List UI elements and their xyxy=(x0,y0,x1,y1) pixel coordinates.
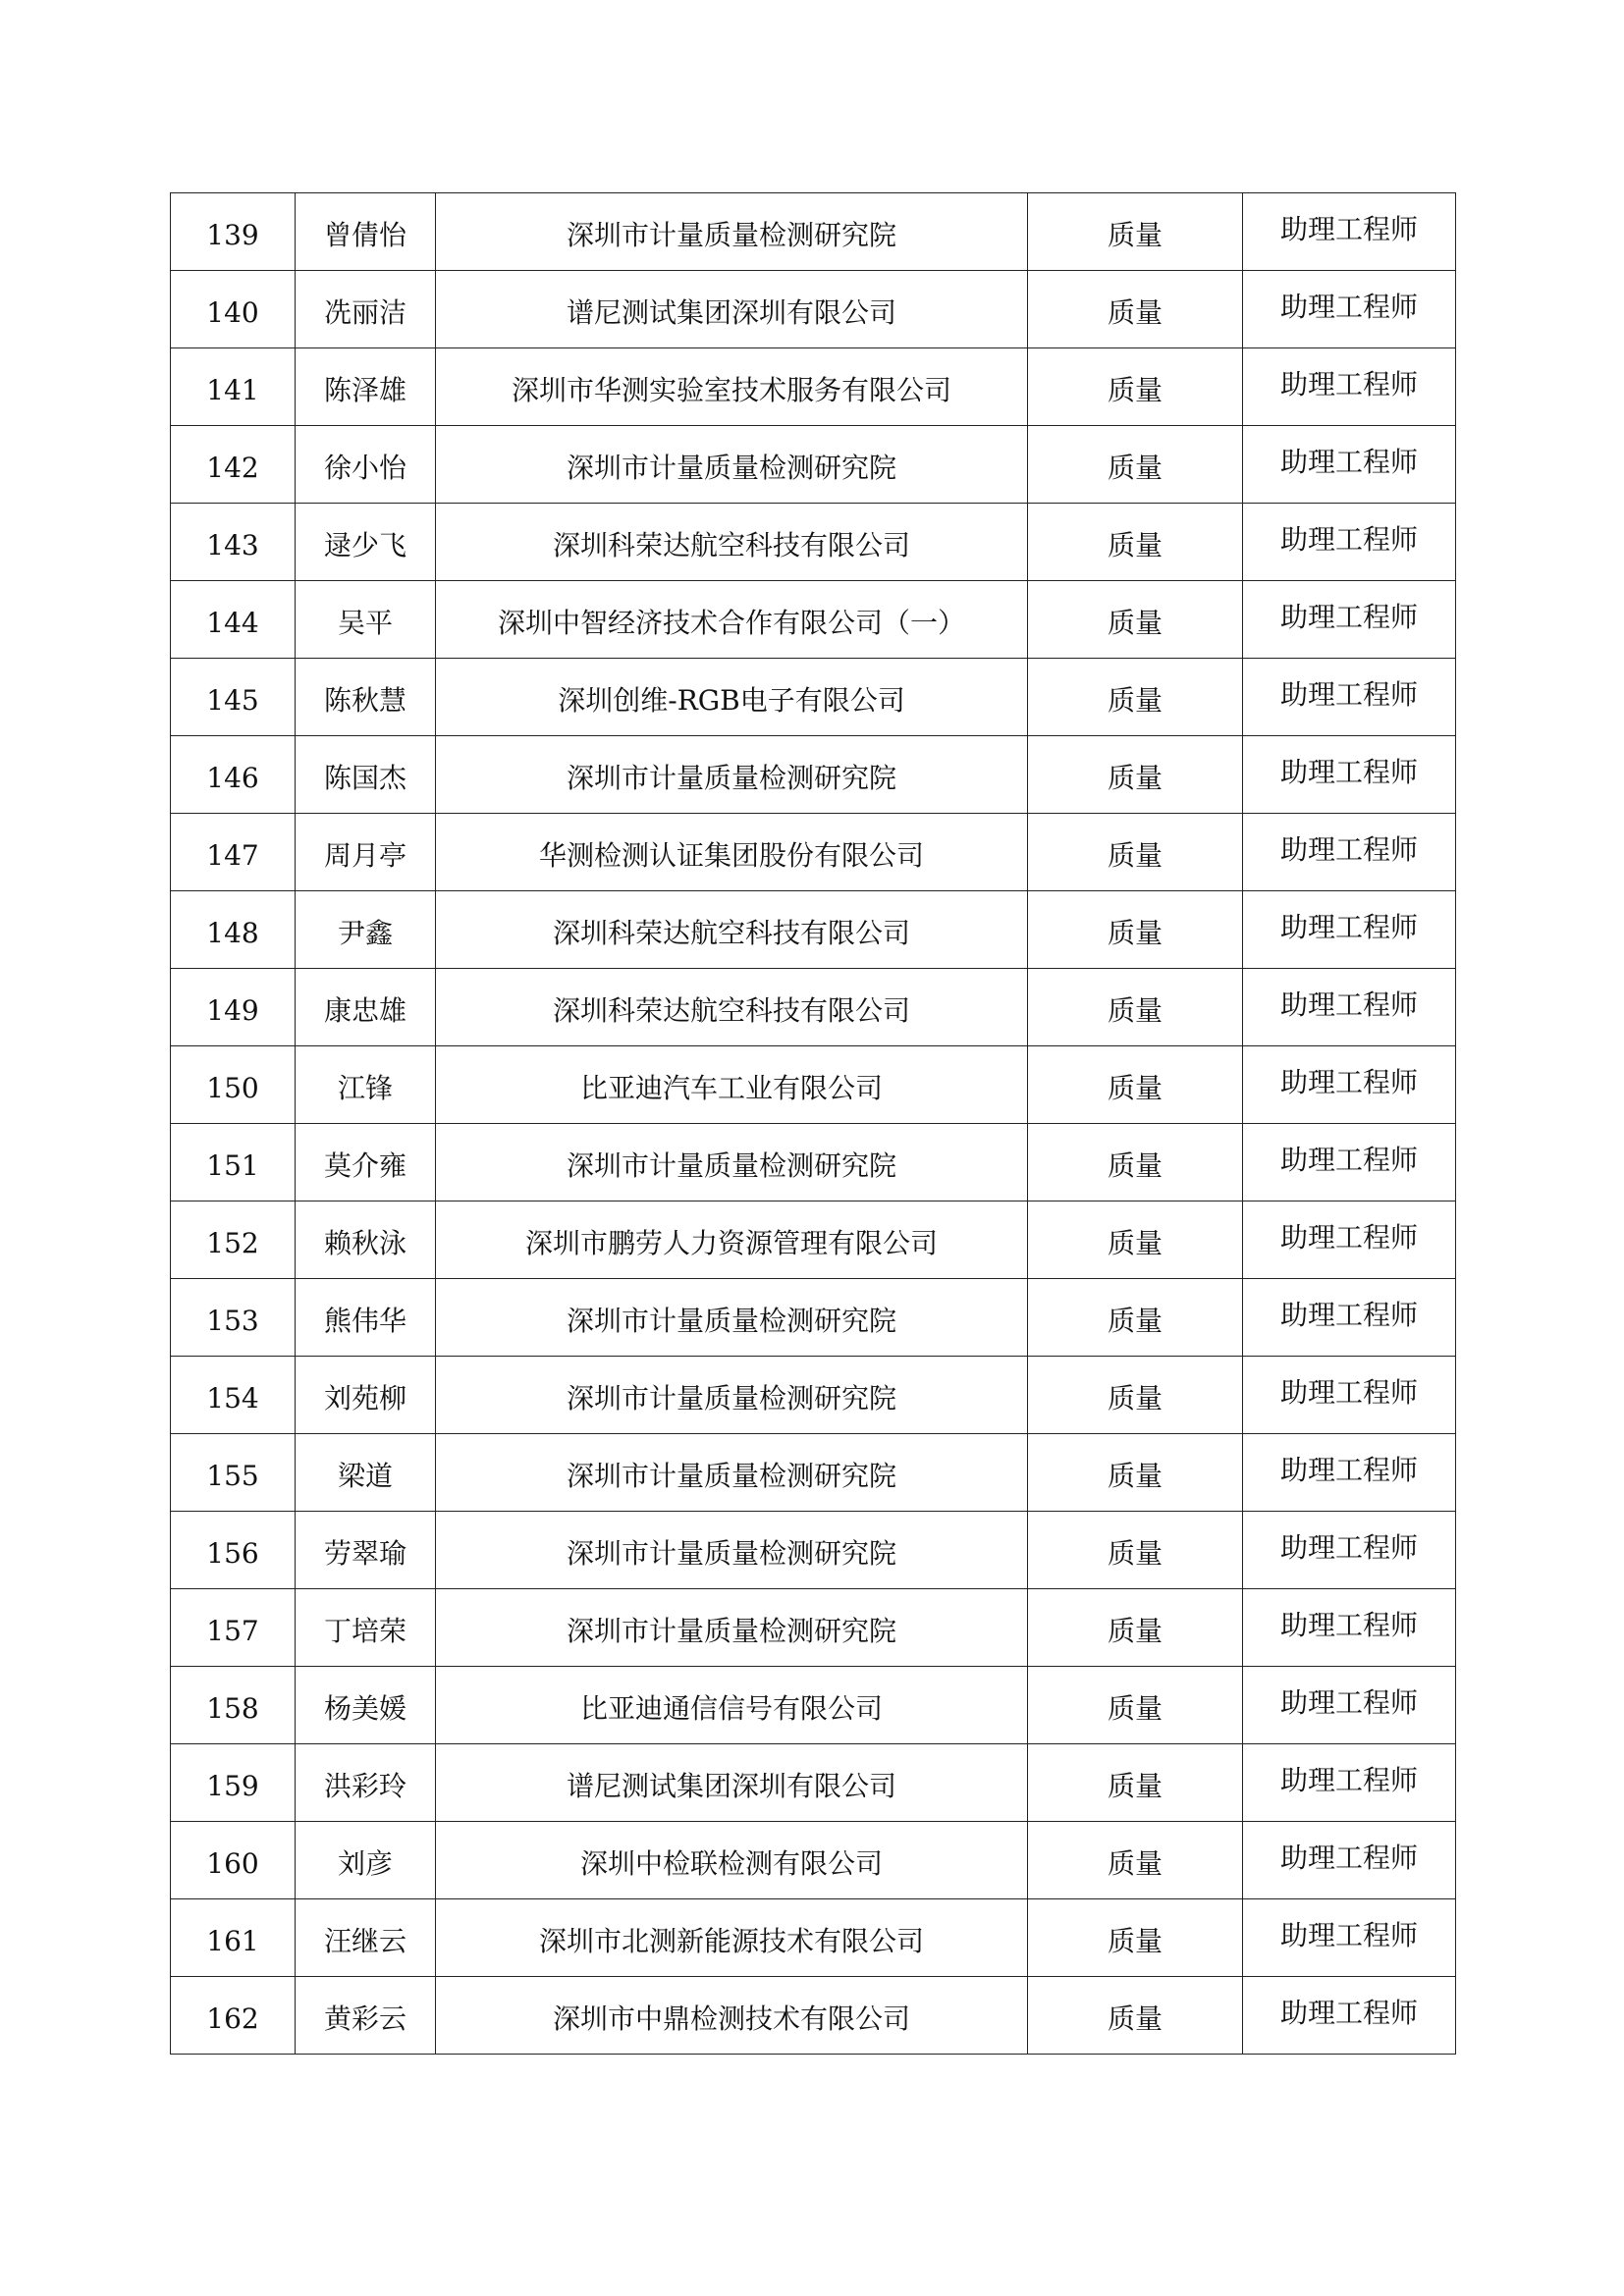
title-cell-text: 助理工程师 xyxy=(1279,1066,1418,1098)
person-name-cell-text: 江锋 xyxy=(337,1072,393,1104)
person-name-cell-text: 周月亭 xyxy=(323,839,406,872)
person-name-cell xyxy=(296,1279,436,1357)
title-cell xyxy=(1243,581,1456,659)
field-cell-text: 质量 xyxy=(1107,839,1163,872)
title-cell-text: 助理工程师 xyxy=(1279,1531,1418,1564)
person-name-cell xyxy=(296,193,436,271)
person-name-cell-text: 陈泽雄 xyxy=(323,374,406,406)
title-cell xyxy=(1243,1822,1456,1899)
person-name-cell-text: 刘苑柳 xyxy=(323,1382,406,1415)
title-cell xyxy=(1243,193,1456,271)
title-cell-text: 助理工程师 xyxy=(1279,756,1418,788)
company-cell-text: 比亚迪汽车工业有限公司 xyxy=(579,1072,883,1104)
field-cell xyxy=(1028,969,1243,1046)
field-cell-text: 质量 xyxy=(1107,1227,1163,1259)
title-cell-text: 助理工程师 xyxy=(1279,601,1418,633)
company-cell xyxy=(436,891,1028,969)
title-cell-text: 助理工程师 xyxy=(1279,213,1418,245)
row-number-cell xyxy=(171,1434,296,1512)
row-number-cell xyxy=(171,1744,296,1822)
title-cell-text: 助理工程师 xyxy=(1279,1997,1418,2029)
table-row xyxy=(171,659,1456,736)
row-number-cell-text: 156 xyxy=(206,1537,259,1570)
row-number-cell-text: 161 xyxy=(206,1925,259,1957)
field-cell xyxy=(1028,659,1243,736)
person-name-cell xyxy=(296,1977,436,2055)
row-number-cell xyxy=(171,1822,296,1899)
company-cell xyxy=(436,271,1028,348)
row-number-cell xyxy=(171,969,296,1046)
field-cell-text: 质量 xyxy=(1107,1692,1163,1725)
table-row xyxy=(171,504,1456,581)
row-number-cell-text: 146 xyxy=(206,762,259,794)
row-number-cell-text: 145 xyxy=(206,684,259,717)
table-row xyxy=(171,581,1456,659)
title-cell-text: 助理工程师 xyxy=(1279,1454,1418,1486)
title-cell xyxy=(1243,1201,1456,1279)
person-name-cell-text: 杨美媛 xyxy=(323,1692,406,1725)
title-cell-text: 助理工程师 xyxy=(1279,1609,1418,1641)
row-number-cell xyxy=(171,271,296,348)
person-name-cell xyxy=(296,504,436,581)
field-cell-text: 质量 xyxy=(1107,994,1163,1027)
company-cell-text: 深圳市鹏劳人力资源管理有限公司 xyxy=(524,1227,938,1259)
title-cell xyxy=(1243,1899,1456,1977)
row-number-cell-text: 141 xyxy=(206,374,259,406)
row-number-cell xyxy=(171,736,296,814)
title-cell-text: 助理工程师 xyxy=(1279,911,1418,943)
personnel-table xyxy=(170,192,1456,2055)
title-cell xyxy=(1243,814,1456,891)
company-cell-text: 深圳中检联检测有限公司 xyxy=(579,1847,883,1880)
table-row xyxy=(171,1744,1456,1822)
title-cell xyxy=(1243,1434,1456,1512)
row-number-cell xyxy=(171,1512,296,1589)
person-name-cell xyxy=(296,969,436,1046)
company-cell xyxy=(436,1899,1028,1977)
field-cell-text: 质量 xyxy=(1107,684,1163,717)
company-cell xyxy=(436,1822,1028,1899)
person-name-cell xyxy=(296,1589,436,1667)
row-number-cell xyxy=(171,891,296,969)
company-cell xyxy=(436,1977,1028,2055)
person-name-cell-text: 熊伟华 xyxy=(323,1305,406,1337)
field-cell xyxy=(1028,426,1243,504)
company-cell-text: 深圳市华测实验室技术服务有限公司 xyxy=(511,374,951,406)
title-cell xyxy=(1243,1124,1456,1201)
table-row xyxy=(171,814,1456,891)
field-cell-text: 质量 xyxy=(1107,296,1163,329)
title-cell xyxy=(1243,348,1456,426)
row-number-cell xyxy=(171,659,296,736)
person-name-cell-text: 陈秋慧 xyxy=(323,684,406,717)
person-name-cell xyxy=(296,348,436,426)
person-name-cell xyxy=(296,426,436,504)
title-cell xyxy=(1243,1512,1456,1589)
company-cell xyxy=(436,659,1028,736)
person-name-cell-text: 赖秋泳 xyxy=(323,1227,406,1259)
field-cell xyxy=(1028,504,1243,581)
company-cell-text: 深圳中智经济技术合作有限公司（一） xyxy=(497,607,965,639)
field-cell xyxy=(1028,814,1243,891)
title-cell-text: 助理工程师 xyxy=(1279,1764,1418,1796)
person-name-cell-text: 莫介雍 xyxy=(323,1149,406,1182)
row-number-cell-text: 147 xyxy=(206,839,259,872)
table-row xyxy=(171,271,1456,348)
person-name-cell-text: 黄彩云 xyxy=(323,2002,406,2035)
company-cell xyxy=(436,736,1028,814)
row-number-cell xyxy=(171,1899,296,1977)
field-cell xyxy=(1028,1667,1243,1744)
title-cell xyxy=(1243,1279,1456,1357)
title-cell xyxy=(1243,504,1456,581)
row-number-cell xyxy=(171,1279,296,1357)
field-cell-text: 质量 xyxy=(1107,1305,1163,1337)
company-cell xyxy=(436,1512,1028,1589)
title-cell xyxy=(1243,1589,1456,1667)
row-number-cell-text: 160 xyxy=(206,1847,259,1880)
row-number-cell xyxy=(171,814,296,891)
field-cell xyxy=(1028,1279,1243,1357)
title-cell xyxy=(1243,426,1456,504)
title-cell-text: 助理工程师 xyxy=(1279,368,1418,400)
row-number-cell-text: 139 xyxy=(206,219,259,251)
row-number-cell-text: 159 xyxy=(206,1770,259,1802)
row-number-cell xyxy=(171,1201,296,1279)
person-name-cell-text: 刘彦 xyxy=(337,1847,393,1880)
row-number-cell-text: 148 xyxy=(206,917,259,949)
company-cell xyxy=(436,969,1028,1046)
company-cell xyxy=(436,1667,1028,1744)
table-row xyxy=(171,1201,1456,1279)
row-number-cell-text: 157 xyxy=(206,1615,259,1647)
company-cell-text: 谱尼测试集团深圳有限公司 xyxy=(566,1770,896,1802)
field-cell xyxy=(1028,1434,1243,1512)
person-name-cell-text: 尹鑫 xyxy=(337,917,393,949)
field-cell xyxy=(1028,1977,1243,2055)
title-cell xyxy=(1243,659,1456,736)
row-number-cell xyxy=(171,1977,296,2055)
company-cell-text: 深圳市计量质量检测研究院 xyxy=(566,452,896,484)
table-row xyxy=(171,1124,1456,1201)
field-cell-text: 质量 xyxy=(1107,1925,1163,1957)
title-cell-text: 助理工程师 xyxy=(1279,1221,1418,1254)
field-cell xyxy=(1028,1589,1243,1667)
row-number-cell-text: 155 xyxy=(206,1460,259,1492)
company-cell xyxy=(436,1046,1028,1124)
person-name-cell xyxy=(296,1512,436,1589)
table-row xyxy=(171,1357,1456,1434)
company-cell-text: 深圳市计量质量检测研究院 xyxy=(566,1615,896,1647)
field-cell xyxy=(1028,271,1243,348)
field-cell-text: 质量 xyxy=(1107,1615,1163,1647)
person-name-cell xyxy=(296,1357,436,1434)
person-name-cell-text: 曾倩怡 xyxy=(323,219,406,251)
person-name-cell-text: 劳翠瑜 xyxy=(323,1537,406,1570)
field-cell-text: 质量 xyxy=(1107,452,1163,484)
field-cell xyxy=(1028,891,1243,969)
table-row xyxy=(171,969,1456,1046)
person-name-cell xyxy=(296,1822,436,1899)
person-name-cell xyxy=(296,1434,436,1512)
row-number-cell-text: 144 xyxy=(206,607,259,639)
company-cell xyxy=(436,504,1028,581)
company-cell-text: 深圳市计量质量检测研究院 xyxy=(566,1382,896,1415)
row-number-cell-text: 150 xyxy=(206,1072,259,1104)
title-cell xyxy=(1243,891,1456,969)
person-name-cell-text: 康忠雄 xyxy=(323,994,406,1027)
company-cell-text: 华测检测认证集团股份有限公司 xyxy=(538,839,924,872)
title-cell-text: 助理工程师 xyxy=(1279,988,1418,1021)
company-cell xyxy=(436,814,1028,891)
row-number-cell-text: 142 xyxy=(206,452,259,484)
row-number-cell xyxy=(171,1124,296,1201)
company-cell-text: 深圳科荣达航空科技有限公司 xyxy=(552,529,910,561)
field-cell xyxy=(1028,736,1243,814)
table-row xyxy=(171,1977,1456,2055)
company-cell xyxy=(436,581,1028,659)
field-cell xyxy=(1028,348,1243,426)
company-cell xyxy=(436,193,1028,271)
table-row xyxy=(171,1279,1456,1357)
row-number-cell xyxy=(171,1357,296,1434)
title-cell xyxy=(1243,736,1456,814)
person-name-cell-text: 逯少飞 xyxy=(323,529,406,561)
title-cell-text: 助理工程师 xyxy=(1279,1686,1418,1719)
company-cell-text: 深圳市计量质量检测研究院 xyxy=(566,1305,896,1337)
company-cell-text: 深圳创维-RGB电子有限公司 xyxy=(558,684,905,717)
title-cell-text: 助理工程师 xyxy=(1279,1144,1418,1176)
company-cell xyxy=(436,1589,1028,1667)
person-name-cell xyxy=(296,1899,436,1977)
company-cell-text: 比亚迪通信信号有限公司 xyxy=(579,1692,883,1725)
table-row xyxy=(171,348,1456,426)
table-row xyxy=(171,1434,1456,1512)
person-name-cell-text: 吴平 xyxy=(337,607,393,639)
field-cell-text: 质量 xyxy=(1107,1537,1163,1570)
person-name-cell xyxy=(296,891,436,969)
field-cell xyxy=(1028,1124,1243,1201)
field-cell-text: 质量 xyxy=(1107,1382,1163,1415)
title-cell-text: 助理工程师 xyxy=(1279,291,1418,323)
field-cell-text: 质量 xyxy=(1107,917,1163,949)
field-cell xyxy=(1028,1201,1243,1279)
title-cell-text: 助理工程师 xyxy=(1279,833,1418,866)
table-row xyxy=(171,1899,1456,1977)
person-name-cell xyxy=(296,1201,436,1279)
title-cell-text: 助理工程师 xyxy=(1279,1299,1418,1331)
person-name-cell-text: 陈国杰 xyxy=(323,762,406,794)
field-cell xyxy=(1028,193,1243,271)
title-cell xyxy=(1243,1667,1456,1744)
company-cell xyxy=(436,1124,1028,1201)
row-number-cell xyxy=(171,1046,296,1124)
company-cell-text: 深圳科荣达航空科技有限公司 xyxy=(552,994,910,1027)
row-number-cell xyxy=(171,1667,296,1744)
row-number-cell-text: 158 xyxy=(206,1692,259,1725)
field-cell-text: 质量 xyxy=(1107,1149,1163,1182)
company-cell xyxy=(436,348,1028,426)
company-cell xyxy=(436,426,1028,504)
person-name-cell xyxy=(296,659,436,736)
person-name-cell xyxy=(296,1124,436,1201)
row-number-cell-text: 154 xyxy=(206,1382,259,1415)
field-cell-text: 质量 xyxy=(1107,2002,1163,2035)
person-name-cell-text: 洪彩玲 xyxy=(323,1770,406,1802)
table-row xyxy=(171,1589,1456,1667)
row-number-cell-text: 143 xyxy=(206,529,259,561)
person-name-cell xyxy=(296,1667,436,1744)
company-cell-text: 深圳市计量质量检测研究院 xyxy=(566,1537,896,1570)
person-name-cell-text: 汪继云 xyxy=(323,1925,406,1957)
field-cell xyxy=(1028,581,1243,659)
field-cell-text: 质量 xyxy=(1107,1072,1163,1104)
company-cell xyxy=(436,1357,1028,1434)
row-number-cell xyxy=(171,504,296,581)
title-cell-text: 助理工程师 xyxy=(1279,1376,1418,1409)
person-name-cell xyxy=(296,736,436,814)
company-cell-text: 深圳市中鼎检测技术有限公司 xyxy=(552,2002,910,2035)
row-number-cell-text: 162 xyxy=(206,2002,259,2035)
row-number-cell xyxy=(171,426,296,504)
person-name-cell-text: 冼丽洁 xyxy=(323,296,406,329)
title-cell-text: 助理工程师 xyxy=(1279,1919,1418,1951)
table-row xyxy=(171,1667,1456,1744)
row-number-cell xyxy=(171,348,296,426)
row-number-cell-text: 151 xyxy=(206,1149,259,1182)
company-cell xyxy=(436,1744,1028,1822)
company-cell xyxy=(436,1434,1028,1512)
table-row xyxy=(171,193,1456,271)
table-row xyxy=(171,1512,1456,1589)
person-name-cell-text: 梁道 xyxy=(337,1460,393,1492)
field-cell xyxy=(1028,1744,1243,1822)
field-cell xyxy=(1028,1357,1243,1434)
field-cell xyxy=(1028,1512,1243,1589)
table-row xyxy=(171,426,1456,504)
row-number-cell-text: 140 xyxy=(206,296,259,329)
person-name-cell xyxy=(296,271,436,348)
field-cell xyxy=(1028,1899,1243,1977)
company-cell-text: 深圳科荣达航空科技有限公司 xyxy=(552,917,910,949)
row-number-cell-text: 153 xyxy=(206,1305,259,1337)
field-cell xyxy=(1028,1046,1243,1124)
row-number-cell xyxy=(171,581,296,659)
field-cell-text: 质量 xyxy=(1107,762,1163,794)
row-number-cell xyxy=(171,1589,296,1667)
title-cell-text: 助理工程师 xyxy=(1279,1842,1418,1874)
field-cell-text: 质量 xyxy=(1107,529,1163,561)
row-number-cell-text: 149 xyxy=(206,994,259,1027)
title-cell-text: 助理工程师 xyxy=(1279,523,1418,556)
title-cell-text: 助理工程师 xyxy=(1279,446,1418,478)
title-cell xyxy=(1243,1357,1456,1434)
table-row xyxy=(171,1046,1456,1124)
person-name-cell-text: 徐小怡 xyxy=(323,452,406,484)
person-name-cell-text: 丁培荣 xyxy=(323,1615,406,1647)
title-cell-text: 助理工程师 xyxy=(1279,678,1418,711)
title-cell xyxy=(1243,271,1456,348)
company-cell-text: 深圳市计量质量检测研究院 xyxy=(566,1149,896,1182)
person-name-cell xyxy=(296,581,436,659)
company-cell-text: 深圳市计量质量检测研究院 xyxy=(566,762,896,794)
title-cell xyxy=(1243,969,1456,1046)
title-cell xyxy=(1243,1744,1456,1822)
person-name-cell xyxy=(296,1046,436,1124)
title-cell xyxy=(1243,1046,1456,1124)
person-name-cell xyxy=(296,1744,436,1822)
field-cell-text: 质量 xyxy=(1107,219,1163,251)
company-cell-text: 深圳市计量质量检测研究院 xyxy=(566,1460,896,1492)
table-row xyxy=(171,891,1456,969)
table-row xyxy=(171,736,1456,814)
company-cell-text: 深圳市计量质量检测研究院 xyxy=(566,219,896,251)
table-body xyxy=(171,193,1456,2055)
company-cell-text: 深圳市北测新能源技术有限公司 xyxy=(538,1925,924,1957)
table-row xyxy=(171,1822,1456,1899)
field-cell xyxy=(1028,1822,1243,1899)
company-cell xyxy=(436,1279,1028,1357)
field-cell-text: 质量 xyxy=(1107,607,1163,639)
row-number-cell xyxy=(171,193,296,271)
field-cell-text: 质量 xyxy=(1107,1460,1163,1492)
title-cell xyxy=(1243,1977,1456,2055)
field-cell-text: 质量 xyxy=(1107,1770,1163,1802)
person-name-cell xyxy=(296,814,436,891)
company-cell xyxy=(436,1201,1028,1279)
field-cell-text: 质量 xyxy=(1107,1847,1163,1880)
company-cell-text: 谱尼测试集团深圳有限公司 xyxy=(566,296,896,329)
row-number-cell-text: 152 xyxy=(206,1227,259,1259)
field-cell-text: 质量 xyxy=(1107,374,1163,406)
